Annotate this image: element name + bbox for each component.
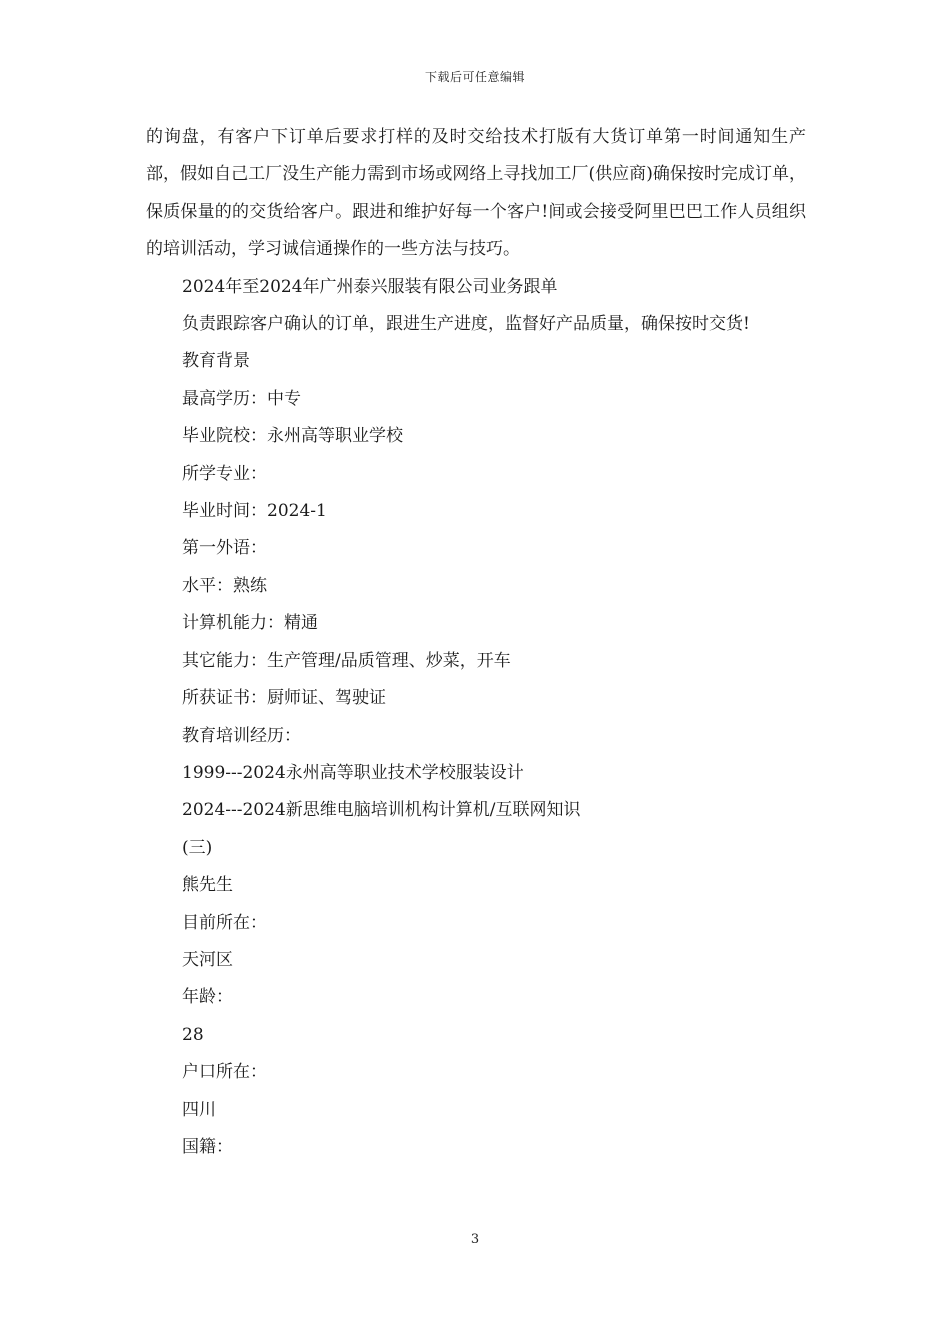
document-body (146, 119, 806, 1166)
value-household-registration: 四川 (182, 1099, 216, 1120)
page-header: 下载后可任意编辑 (424, 70, 525, 84)
field-highest-degree: 最高学历：中专 (182, 388, 301, 409)
label-household-registration: 户口所在： (182, 1062, 267, 1083)
page-number: 3 (470, 1232, 480, 1247)
section-number: (三) (182, 837, 213, 858)
training-entry: 1999---2024永州高等职业技术学校服装设计 (182, 762, 524, 783)
training-entry: 2024---2024新思维电脑培训机构计算机/互联网知识 (182, 800, 581, 821)
job-description-paragraph: 负责跟踪客户确认的订单，跟进生产进度，监督好产品质量，确保按时交货! (182, 314, 750, 335)
field-computer-skill: 计算机能力：精通 (182, 613, 318, 634)
value-age: 28 (182, 1024, 204, 1045)
field-major: 所学专业： (182, 463, 267, 484)
label-current-location: 目前所在： (182, 912, 267, 933)
value-current-location: 天河区 (182, 949, 233, 970)
field-first-foreign-language: 第一外语： (182, 538, 267, 559)
intro-paragraph: 的询盘，有客户下订单后要求打样的及时交给技术打版有大货订单第一时间通知生产部，假如自己工厂没生产能力需到市场或网络上寻找加工厂(供应商)确保按时完成订单，保质保量的的交货给客户。跟进和维护好每一个客户!间或会接受阿里巴巴工作人员组织的培训活动，学习诚信通操作的一些方法与技巧。 (146, 127, 806, 260)
label-nationality: 国籍： (182, 1136, 233, 1157)
field-certificates: 所获证书：厨师证、驾驶证 (182, 688, 386, 709)
field-graduation-time: 毕业时间：2024-1 (182, 501, 327, 522)
job-title-line: 2024年至2024年广州泰兴服装有限公司业务跟单 (182, 276, 558, 297)
label-age: 年龄： (182, 987, 233, 1008)
field-language-level: 水平：熟练 (182, 575, 267, 596)
field-graduation-school: 毕业院校：永州高等职业学校 (182, 426, 403, 447)
section-heading-education: 教育背景 (182, 351, 250, 372)
candidate-name: 熊先生 (182, 875, 233, 896)
section-heading-training: 教育培训经历： (182, 725, 301, 746)
field-other-skills: 其它能力：生产管理/品质管理、炒菜，开车 (182, 650, 511, 671)
